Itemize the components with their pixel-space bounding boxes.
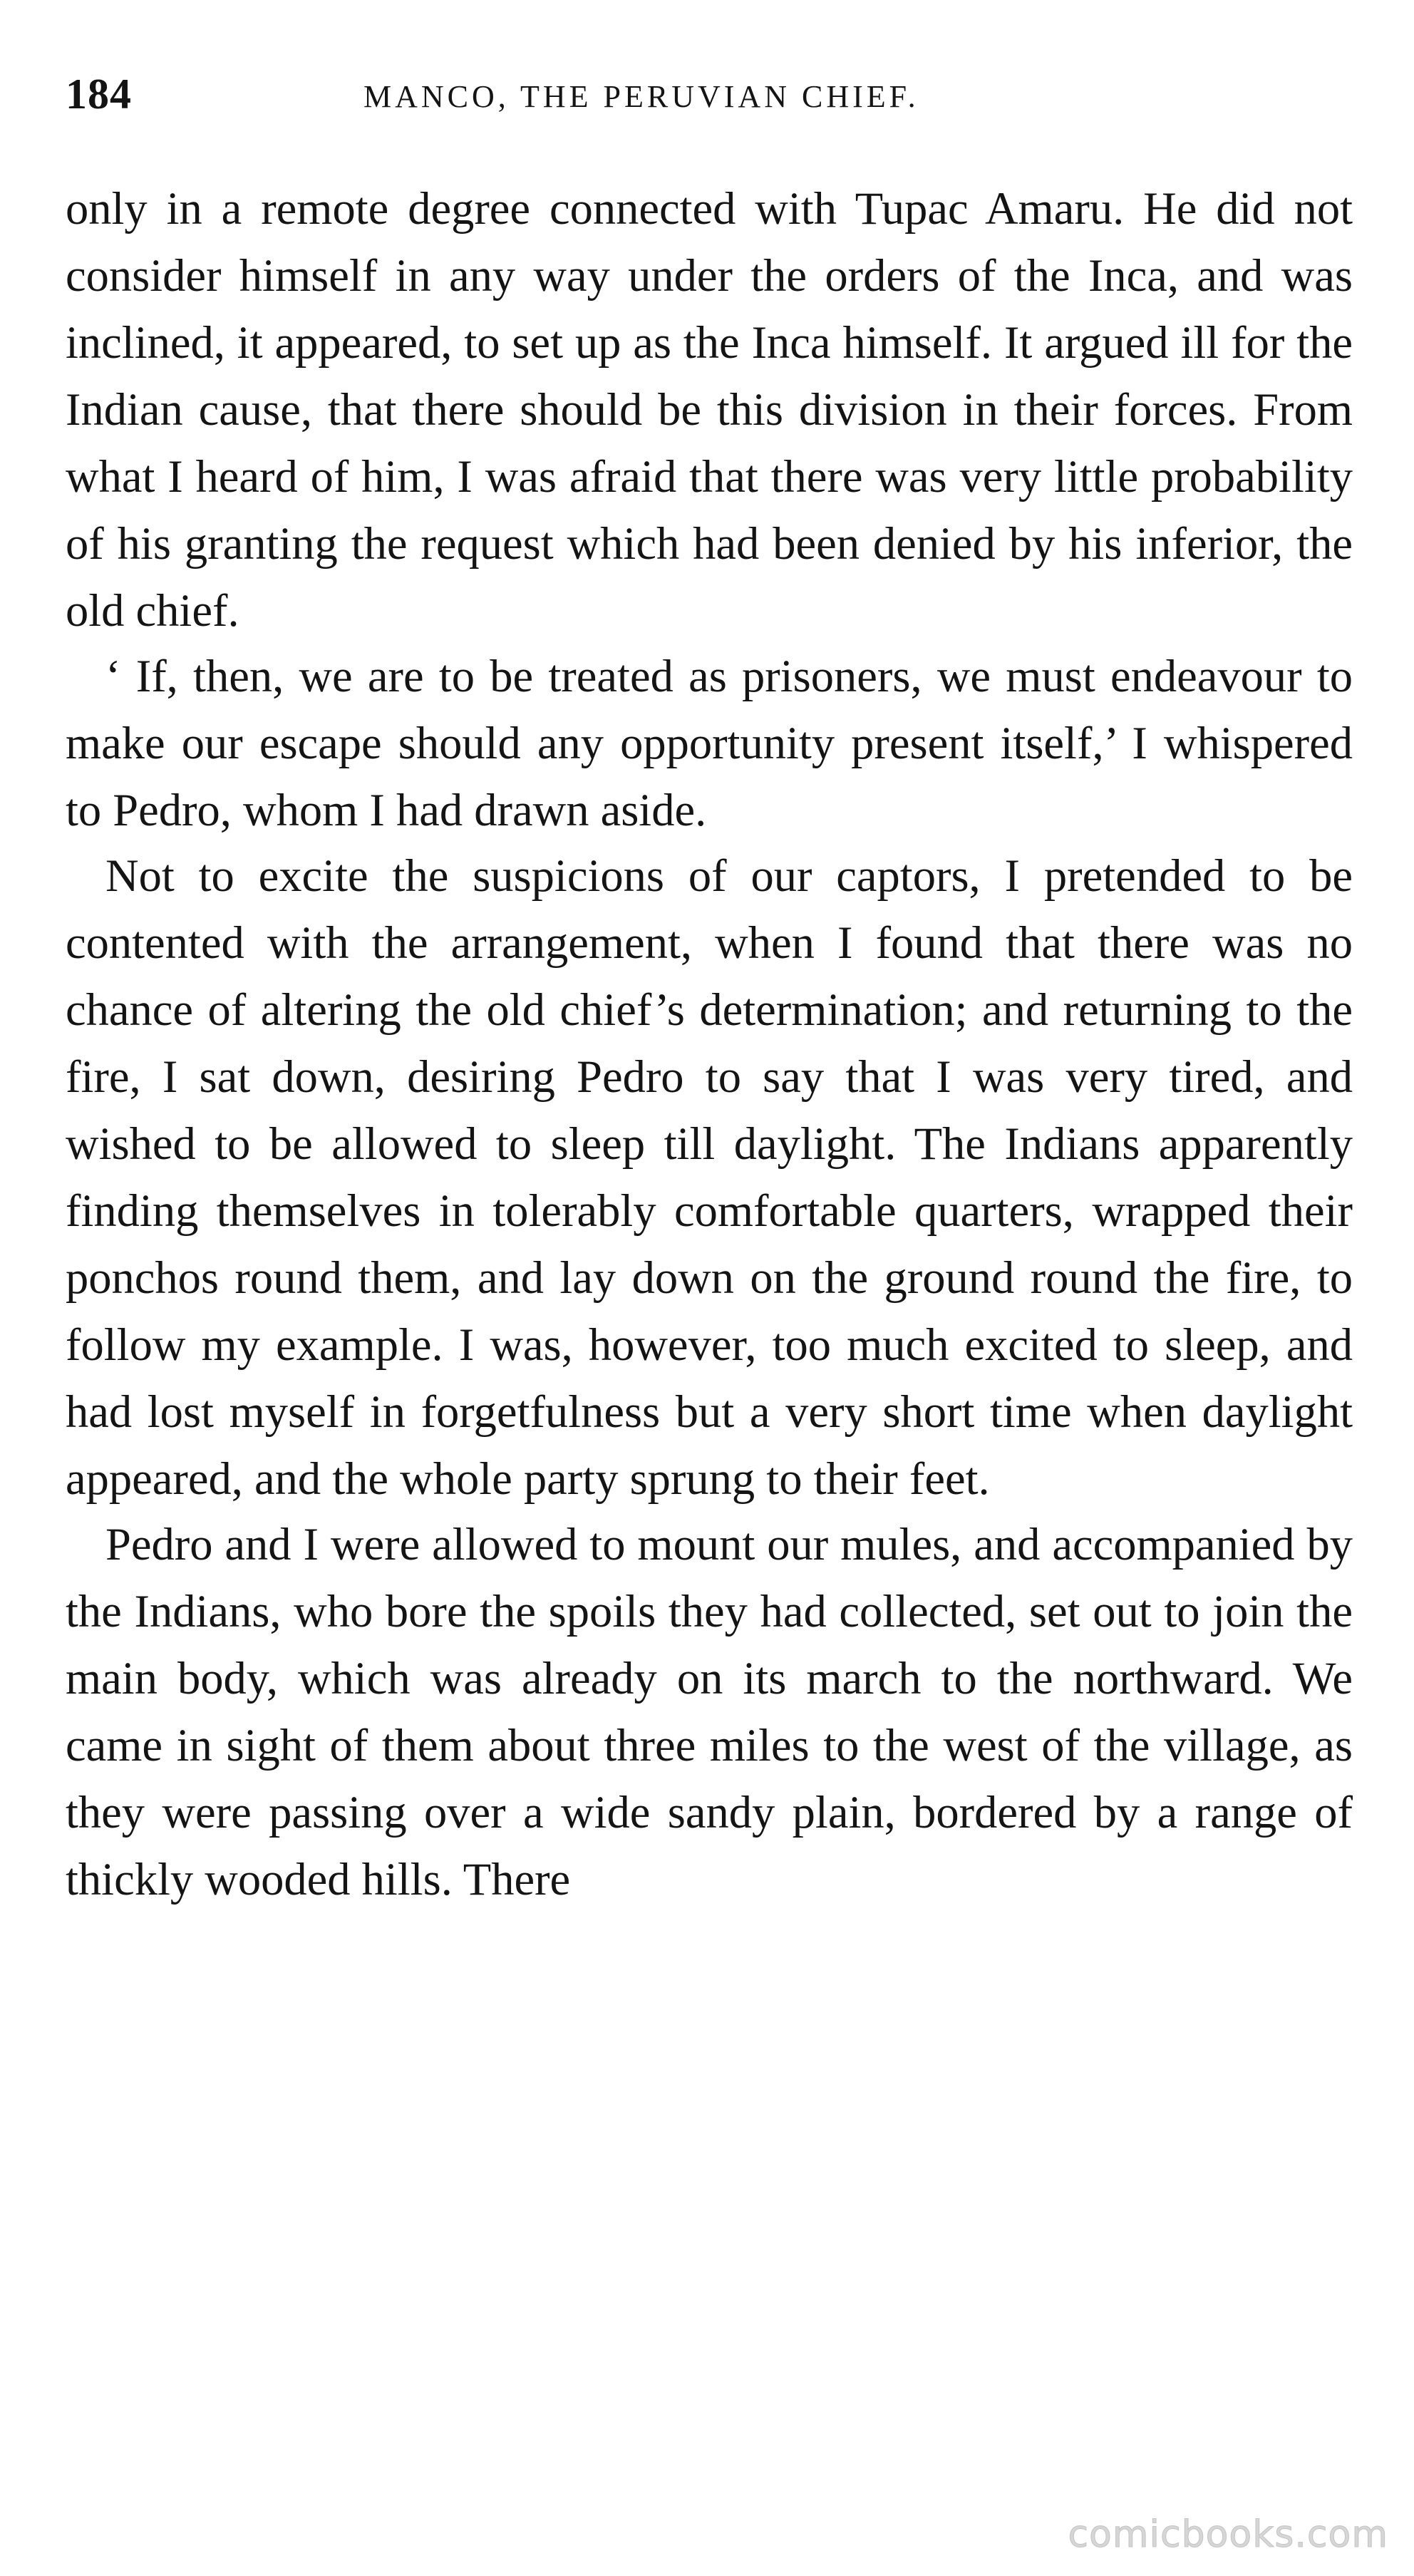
body-text: [66, 175, 1353, 1912]
paragraph-1: only in a remote degree connected with Tupac Amaru. He did not consider himself in any way under the orders of the Inca, and was inclined, it appeared, to set up as the Inca himself. It argued ill for the Indian cause, that there should be this division in their forces. From what I heard of him, I was afraid that there was very little probability of his granting the request which had been denied by his inferior, the old chief.: [66, 183, 1353, 636]
running-title: MANCO, THE PERUVIAN CHIEF.: [363, 79, 919, 114]
running-head: [66, 66, 1348, 123]
watermark: comicbooks.com: [1068, 2513, 1388, 2556]
paragraph-4: Pedro and I were allowed to mount our mules, and accompanied by the Indians, who bore the spoils they had collected, set out to join the main body, which was already on its march to the northward. We came in sight of them about three miles to the west of the village, as they were passing over a wide sandy plain, bordered by a range of thickly wooded hills. There: [66, 1519, 1353, 1905]
paragraph-2: ‘ If, then, we are to be treated as prisoners, we must endeavour to make our escape should any opportunity present itself,’ I whispered to Pedro, whom I had drawn aside.: [66, 651, 1353, 835]
paragraph-3: Not to excite the suspicions of our captors, I pretended to be contented with the arrangement, when I found that there was no chance of altering the old chief’s determination; and returning to the fire, I sat down, desiring Pedro to say that I was very tired, and wished to be allowed to sleep till daylight. The Indians apparently finding themselves in tolerably comfortable quarters, wrapped their ponchos round them, and lay down on the ground round the fire, to follow my example. I was, however, too much excited to sleep, and had lost myself in forgetfulness but a very short time when daylight appeared, and the whole party sprung to their feet.: [66, 850, 1353, 1504]
page-number: 184: [66, 71, 132, 118]
